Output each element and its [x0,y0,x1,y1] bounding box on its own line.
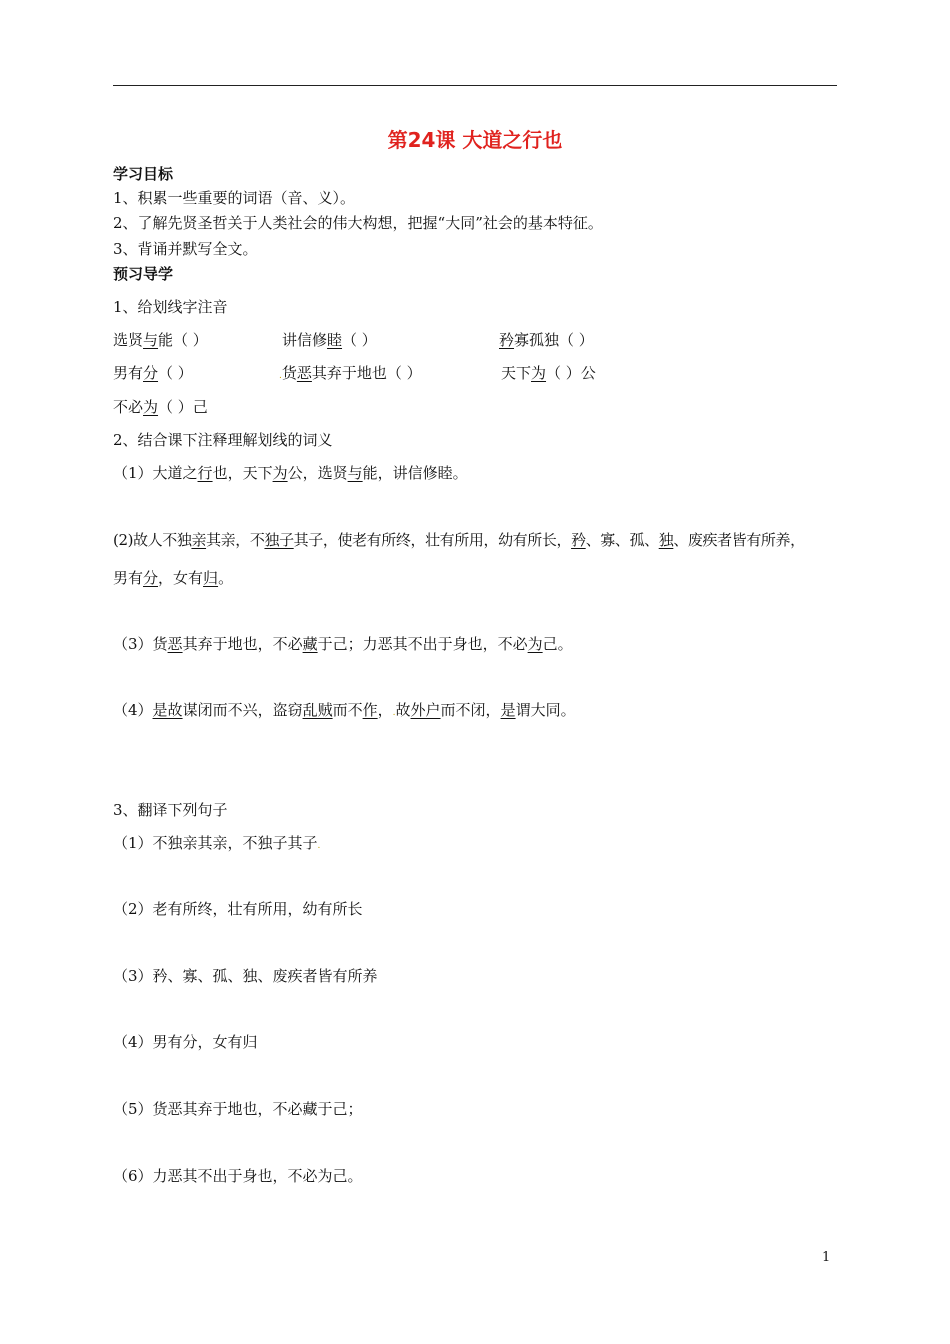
header-rule [113,85,837,86]
underlined-char: 分 [143,364,159,382]
marker-dot: . [392,708,396,718]
preview-heading: 预习导学 [113,265,174,283]
translate-item: （1）不独亲其亲，不独子其子. [113,834,321,852]
phonetic-item: 不必为（ ）己 [113,398,208,416]
underlined-char: 恶 [296,364,312,382]
phonetic-item: 矜寡孤独（ ） [499,331,594,349]
goal-item: 3、背诵并默写全文。 [113,240,258,258]
translate-item: （5）货恶其弃于地也，不必藏于己； [113,1100,363,1118]
question-1-title: 1、给划线字注音 [113,298,228,316]
phonetic-item: 天下为（ ）公 [501,364,596,382]
question-3-title: 3、翻译下列句子 [113,801,228,819]
translate-item: （3）矜、寡、孤、独、废疾者皆有所养 [113,967,378,985]
marker-dot: . [317,841,321,851]
marker-dot: . [279,371,282,381]
translate-item: （6）力恶其不出于身也，不必为己。 [113,1167,363,1185]
q2-sentence-3: （3）货恶其弃于地也，不必藏于己；力恶其不出于身也，不必为己。 [113,635,573,653]
phonetic-item: 男有分（ ） [113,364,193,382]
q2-sentence-4: （4）是故谋闭而不兴，盗窃乱贼而不作，.故外户而不闭，是谓大同。 [113,701,576,719]
q2-sentence-1: （1）大道之行也，天下为公，选贤与能，讲信修睦。 [113,464,468,482]
page-number: 1 [822,1250,831,1265]
translate-item: （2）老有所终，壮有所用，幼有所长 [113,900,363,918]
phonetic-item: 选贤与能（ ） [113,331,208,349]
lesson-title: 第24课 大道之行也 [387,128,563,152]
q2-sentence-2-cont: 男有分，女有归。 [113,569,234,587]
goal-item: 1、积累一些重要的词语（音、义）。 [113,189,356,207]
underlined-char: 与 [143,331,159,349]
underlined-char: 为 [143,398,159,416]
translate-item: （4）男有分，女有归 [113,1033,258,1051]
underlined-char: 矜 [499,331,515,349]
phonetic-item: 讲信修睦（ ） [282,331,377,349]
underlined-char: 睦 [327,331,343,349]
goal-item: 2、了解先贤圣哲关于人类社会的伟大构想，把握“大同”社会的基本特征。 [113,214,603,232]
underlined-char: 为 [531,364,547,382]
goals-heading: 学习目标 [113,165,174,183]
q2-sentence-2: (2)故人不独亲其亲，不独子其子，使老有所终，壮有所用，幼有所长，矜、寡、孤、独、废疾者皆有所养， [113,531,805,549]
phonetic-item: .货恶其弃于地也（ ） [279,364,422,382]
question-2-title: 2、结合课下注释理解划线的词义 [113,431,333,449]
